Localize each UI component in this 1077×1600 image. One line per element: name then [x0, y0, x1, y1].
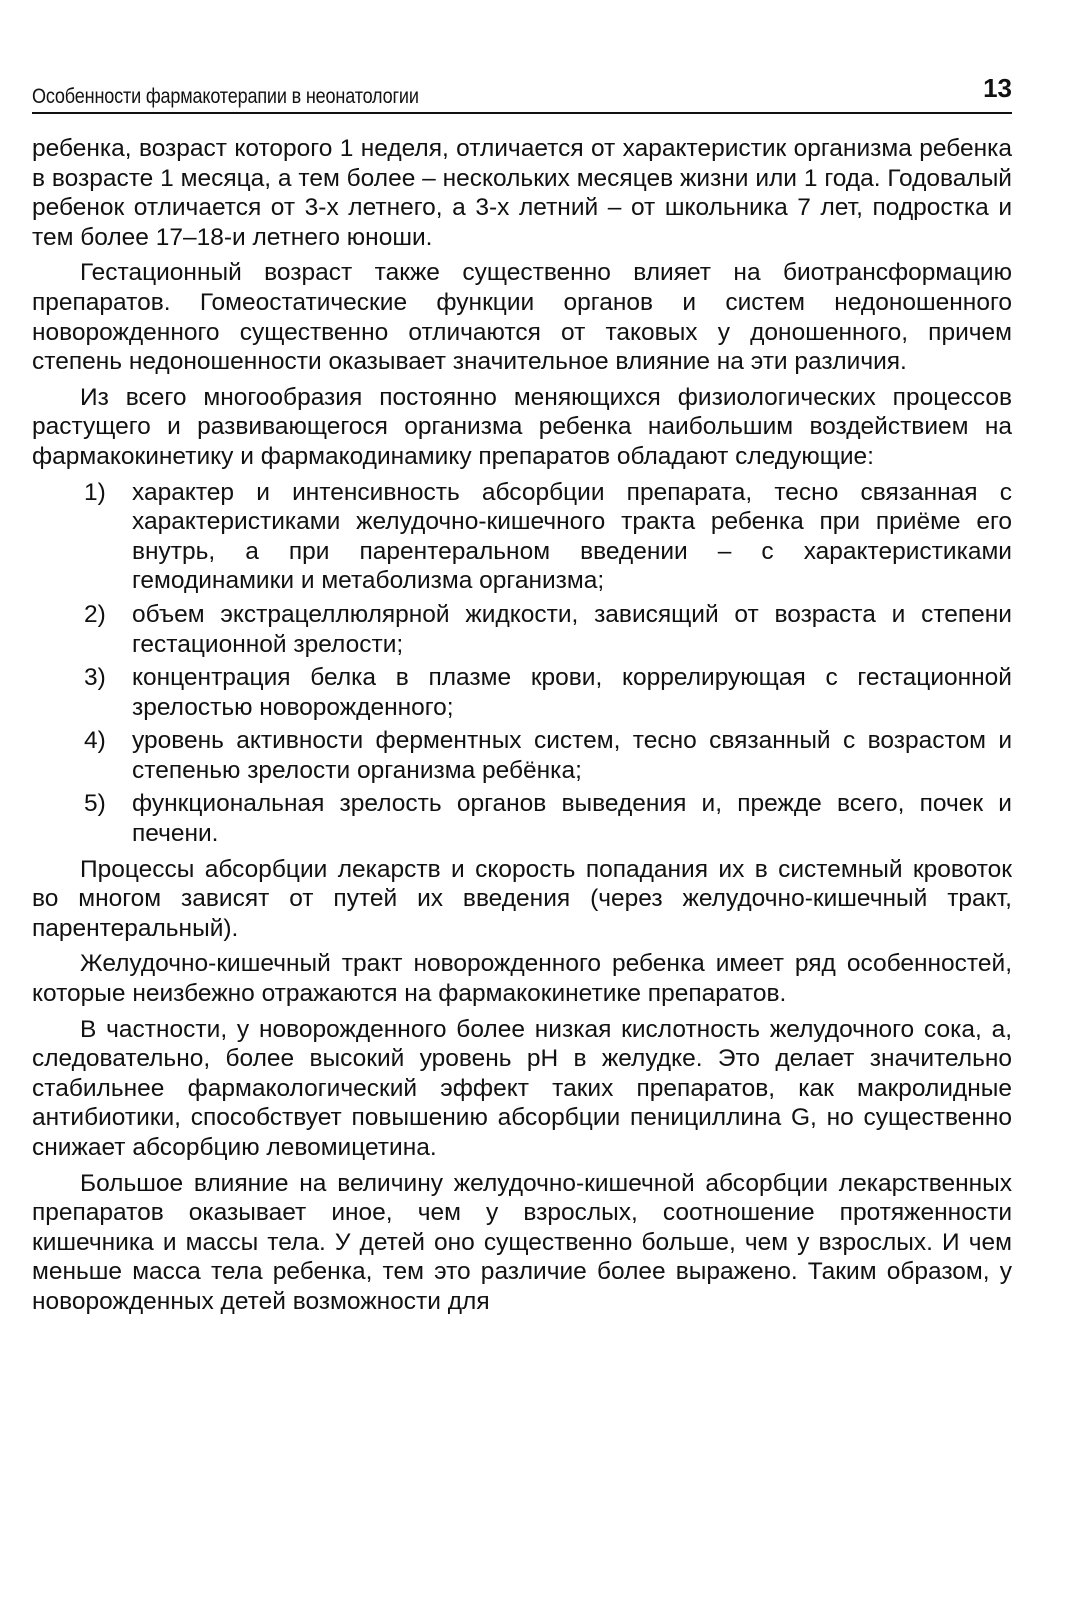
paragraph-continued: ребенка, возраст которого 1 неделя, отличается от характеристик организма ребенка в возрасте 1 месяца, а тем более – нескольких месяцев жизни или 1 года. Годовалый ребенок отличается от 3-х летнего, а 3-х летний – от школьника 7 лет, подростка и тем более 17–18-и летнего юноши. — [32, 135, 1012, 251]
list-item-number: 3) — [84, 664, 106, 692]
list-item — [32, 663, 1012, 722]
list-item-text: уровень активности ферментных систем, тесно связанный с возрастом и степенью зрелости организма ребёнка; — [132, 727, 1012, 784]
list-item-number: 1) — [84, 478, 106, 506]
list-item — [32, 600, 1012, 659]
list-item-text: концентрация белка в плазме крови, коррелирующая с гестационной зрелостью новорожденного; — [132, 664, 1012, 721]
list-item-text: характер и интенсивность абсорбции препарата, тесно связанная с характеристиками желудочно-кишечного тракта ребенка при приёме его внутрь, а при парентеральном введении – с характеристиками гемодинамики и метаболизма организма; — [132, 478, 1012, 595]
list-item — [32, 478, 1012, 596]
running-header — [32, 72, 1012, 114]
paragraph: Из всего многообразия постоянно меняющихся физиологических процессов растущего и развивающегося организма ребенка наибольшим воздействием на фармакокинетику и фармакодинамику препаратов обладают следующие: — [32, 383, 1012, 470]
paragraph: В частности, у новорожденного более низкая кислотность желудочного сока, а, следовательно, более высокий уровень pH в желудке. Это делает значительно стабильнее фармакологический эффект таких препаратов, как макролидные антибиотики, способствует повышению абсорбции пенициллина G, но существенно снижает абсорбцию левомицетина. — [32, 1015, 1012, 1161]
paragraph: Желудочно-кишечный тракт новорожденного ребенка имеет ряд особенностей, которые неизбежно отражаются на фармакокинетике препаратов. — [32, 950, 1012, 1008]
list-item-number: 2) — [84, 600, 106, 628]
paragraph: Процессы абсорбции лекарств и скорость попадания их в системный кровоток во многом зависят от путей их введения (через желудочно-кишечный тракт, парентеральный). — [32, 855, 1012, 942]
list-item-number: 5) — [84, 790, 106, 818]
running-title: Особенности фармакотерапии в неонатологии — [32, 85, 419, 108]
numbered-list — [32, 478, 1012, 849]
paragraph: Большое влияние на величину желудочно-кишечной абсорбции лекарственных препаратов оказывает иное, чем у взрослых, соотношение протяженности кишечника и массы тела. У детей оно существенно больше, чем у взрослых. И чем меньше масса тела ребенка, тем это различие более выражено. Таким образом, у новорожденных детей возможности для — [32, 1169, 1012, 1315]
body-text — [32, 134, 1012, 1323]
list-item-text: функциональная зрелость органов выведения и, прежде всего, почек и печени. — [132, 790, 1012, 848]
page-number: 13 — [983, 73, 1012, 103]
list-item — [32, 726, 1012, 785]
list-item — [32, 789, 1012, 848]
list-item-text: объем экстрацеллюлярной жидкости, зависящий от возраста и степени гестационной зрелости; — [132, 600, 1012, 658]
list-item-number: 4) — [84, 727, 106, 755]
paragraph: Гестационный возраст также существенно влияет на биотрансформацию препаратов. Гомеостатические функции органов и систем недоношенного новорожденного существенно отличаются от таковых у доношенного, причем степень недоношенности оказывает значительное влияние на эти различия. — [32, 259, 1012, 376]
